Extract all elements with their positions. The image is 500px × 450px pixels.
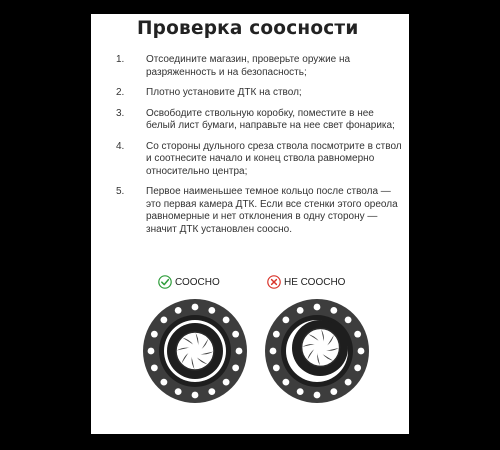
bolt-hole	[223, 379, 230, 386]
bolt-hole	[151, 331, 158, 338]
bolt-hole	[358, 348, 365, 355]
step-text: Плотно установите ДТК на ствол;	[146, 87, 302, 98]
bolt-hole	[160, 379, 167, 386]
bolt-hole	[330, 388, 337, 395]
bolt-hole	[208, 388, 215, 395]
bolt-hole	[232, 331, 239, 338]
aligned-bore-illustration	[141, 297, 249, 405]
bolt-hole	[314, 304, 321, 311]
bolt-hole	[330, 307, 337, 314]
bolt-hole	[282, 379, 289, 386]
bolt-hole	[354, 331, 361, 338]
bolt-hole	[148, 348, 155, 355]
center-aperture	[189, 345, 202, 358]
check-circle-icon	[158, 275, 172, 289]
bolt-hole	[297, 307, 304, 314]
bolt-hole	[175, 307, 182, 314]
bolt-hole	[151, 364, 158, 371]
steps-list	[116, 54, 406, 244]
bolt-hole	[282, 316, 289, 323]
misaligned-label: НЕ СООСНО	[284, 276, 346, 288]
step-text: Со стороны дульного среза ствола посмотрите в ствол и соотнесите начало и конец ствола равномерно относительно центра;	[146, 140, 402, 177]
misaligned-indicator	[267, 274, 345, 290]
list-item	[116, 186, 406, 236]
aligned-label: СООСНО	[175, 276, 220, 288]
list-item	[116, 108, 406, 133]
step-text: Первое наименьшее темное кольцо после ствола — это первая камера ДТК. Если все стенки этого ореола равномерные и нет отклонения в одну сторону — значит ДТК установлен соосно.	[146, 186, 398, 235]
bolt-hole	[345, 379, 352, 386]
list-item	[116, 141, 406, 179]
step-number: 2.	[116, 87, 125, 98]
bolt-hole	[208, 307, 215, 314]
bolt-hole	[192, 392, 199, 399]
step-number: 5.	[116, 186, 125, 197]
bolt-hole	[273, 364, 280, 371]
bolt-hole	[223, 316, 230, 323]
center-aperture	[314, 341, 327, 354]
bolt-hole	[297, 388, 304, 395]
bolt-hole	[175, 388, 182, 395]
aligned-indicator	[158, 274, 220, 290]
bolt-hole	[232, 364, 239, 371]
bolt-hole	[160, 316, 167, 323]
instruction-sheet	[91, 14, 409, 434]
list-item	[116, 87, 406, 100]
bolt-hole	[314, 392, 321, 399]
bolt-hole	[345, 316, 352, 323]
bolt-hole	[192, 304, 199, 311]
step-number: 3.	[116, 107, 125, 119]
cross-circle-icon	[267, 275, 281, 289]
bolt-hole	[236, 348, 243, 355]
step-text: Освободите ствольную коробку, поместите в нее белый лист бумаги, направьте на нее свет фонарика;	[146, 107, 395, 131]
page-title: Проверка соосности	[137, 18, 359, 39]
bolt-hole	[270, 348, 277, 355]
step-number: 4.	[116, 140, 125, 152]
list-item	[116, 54, 406, 79]
bolt-hole	[273, 331, 280, 338]
step-text: Отсоедините магазин, проверьте оружие на разряженность и на безопасность;	[146, 54, 351, 78]
misaligned-bore-illustration	[263, 297, 371, 405]
step-number: 1.	[116, 54, 125, 65]
bolt-hole	[354, 364, 361, 371]
